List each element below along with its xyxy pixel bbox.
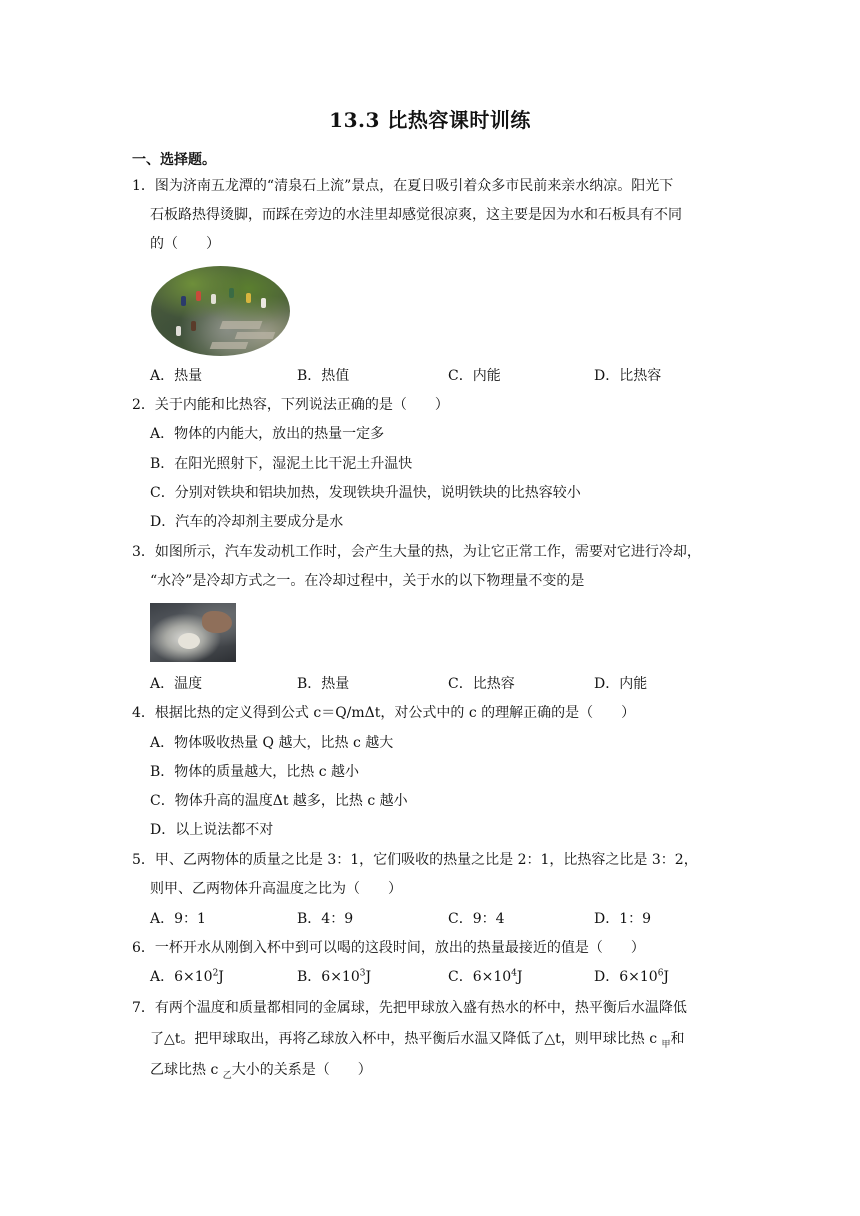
question-2-option-a[interactable]: A．物体的内能大，放出的热量一定多 <box>150 426 385 442</box>
option-a-exponent: 2 <box>212 968 219 979</box>
question-2-option-d[interactable]: D．汽车的冷却剂主要成分是水 <box>150 514 344 530</box>
q7-line3-tail: 大小的关系是（ ） <box>231 1062 372 1078</box>
q7-line3-text: 乙球比热 c <box>150 1062 223 1078</box>
question-1-option-b[interactable]: B．热值 <box>297 368 350 384</box>
question-3-line-1: 3．如图所示，汽车发动机工作时，会产生大量的热，为让它正常工作，需要对它进行冷却， <box>132 544 701 560</box>
q7-line2-text: 了△t。把甲球取出，再将乙球放入杯中，热平衡后水温又降低了△t，则甲球比热 c <box>150 1031 662 1047</box>
question-3-option-c[interactable]: C．比热容 <box>448 676 515 692</box>
q7-line3-sub: 乙 <box>222 1070 232 1081</box>
question-6-option-b[interactable] <box>297 967 371 987</box>
question-7-line-1: 7．有两个温度和质量都相同的金属球，先把甲球放入盛有热水的杯中，热平衡后水温降低 <box>132 1000 687 1016</box>
question-2-option-c[interactable]: C．分别对铁块和铝块加热，发现铁块升温快，说明铁块的比热容较小 <box>150 485 581 501</box>
question-5-option-d[interactable]: D．1：9 <box>594 911 652 927</box>
option-c-unit: J <box>516 969 523 985</box>
question-4-option-a[interactable]: A．物体吸收热量 Q 越大，比热 c 越大 <box>150 735 394 751</box>
question-4-stem: 4．根据比热的定义得到公式 c＝Q/mΔt，对公式中的 c 的理解正确的是（ ） <box>132 705 636 721</box>
question-5-option-c[interactable]: C．9：4 <box>448 911 505 927</box>
question-7-line-2 <box>150 1029 685 1049</box>
question-6-option-d[interactable] <box>594 967 669 987</box>
question-3-option-a[interactable]: A．温度 <box>150 676 203 692</box>
question-7-line-3 <box>150 1060 372 1080</box>
section-heading: 一、选择题。 <box>132 152 216 168</box>
option-c-exponent: 4 <box>511 968 517 979</box>
option-d-unit: J <box>663 969 670 985</box>
question-6-stem: 6．一杯开水从刚倒入杯中到可以喝的这段时间，放出的热量最接近的值是（ ） <box>132 940 645 956</box>
question-1-line-2: 石板路热得烫脚，而踩在旁边的水洼里却感觉很凉爽，这主要是因为水和石板具有不同 <box>150 207 682 223</box>
question-2-option-b[interactable]: B．在阳光照射下，湿泥土比干泥土升温快 <box>150 456 413 472</box>
q7-line2-tail: 和 <box>670 1031 685 1047</box>
option-d-exponent: 6 <box>657 968 664 979</box>
question-4-option-b[interactable]: B．物体的质量越大，比热 c 越小 <box>150 764 360 780</box>
option-d-base: D．6×10 <box>594 969 658 985</box>
question-5-line-2: 则甲、乙两物体升高温度之比为（ ） <box>150 881 402 897</box>
question-3-option-d[interactable]: D．内能 <box>594 676 648 692</box>
question-6-option-c[interactable] <box>448 967 523 987</box>
question-1-option-a[interactable]: A．热量 <box>150 368 203 384</box>
option-c-base: C．6×10 <box>448 969 512 985</box>
question-1-line-3: 的（ ） <box>150 236 220 252</box>
question-1-option-d[interactable]: D．比热容 <box>594 368 662 384</box>
option-b-base: B．6×10 <box>297 969 360 985</box>
page-title: 13.3 比热容课时训练 <box>329 108 531 132</box>
question-2-stem: 2．关于内能和比热容，下列说法正确的是（ ） <box>132 397 449 413</box>
question-5-line-1: 5．甲、乙两物体的质量之比是 3：1，它们吸收的热量之比是 2：1，比热容之比是 3：2， <box>132 852 698 868</box>
question-1-option-c[interactable]: C．内能 <box>448 368 501 384</box>
question-3-photo <box>150 603 236 662</box>
option-a-base: A．6×10 <box>150 969 213 985</box>
question-1-photo <box>151 266 290 356</box>
question-6-option-a[interactable] <box>150 967 224 987</box>
question-3-option-b[interactable]: B．热量 <box>297 676 350 692</box>
option-b-exponent: 3 <box>359 968 366 979</box>
question-5-option-a[interactable]: A．9：1 <box>150 911 206 927</box>
question-4-option-c[interactable]: C．物体升高的温度Δt 越多，比热 c 越小 <box>150 793 408 809</box>
question-1-line-1: 1．图为济南五龙潭的“清泉石上流”景点，在夏日吸引着众多市民前来亲水纳凉。阳光下 <box>132 178 674 194</box>
question-5-option-b[interactable]: B．4：9 <box>297 911 354 927</box>
q7-line2-sub: 甲 <box>661 1039 671 1050</box>
question-4-option-d[interactable]: D．以上说法都不对 <box>150 822 274 838</box>
option-a-unit: J <box>218 969 224 985</box>
question-3-line-2: “水冷”是冷却方式之一。在冷却过程中，关于水的以下物理量不变的是 <box>150 573 585 589</box>
option-b-unit: J <box>365 969 372 985</box>
